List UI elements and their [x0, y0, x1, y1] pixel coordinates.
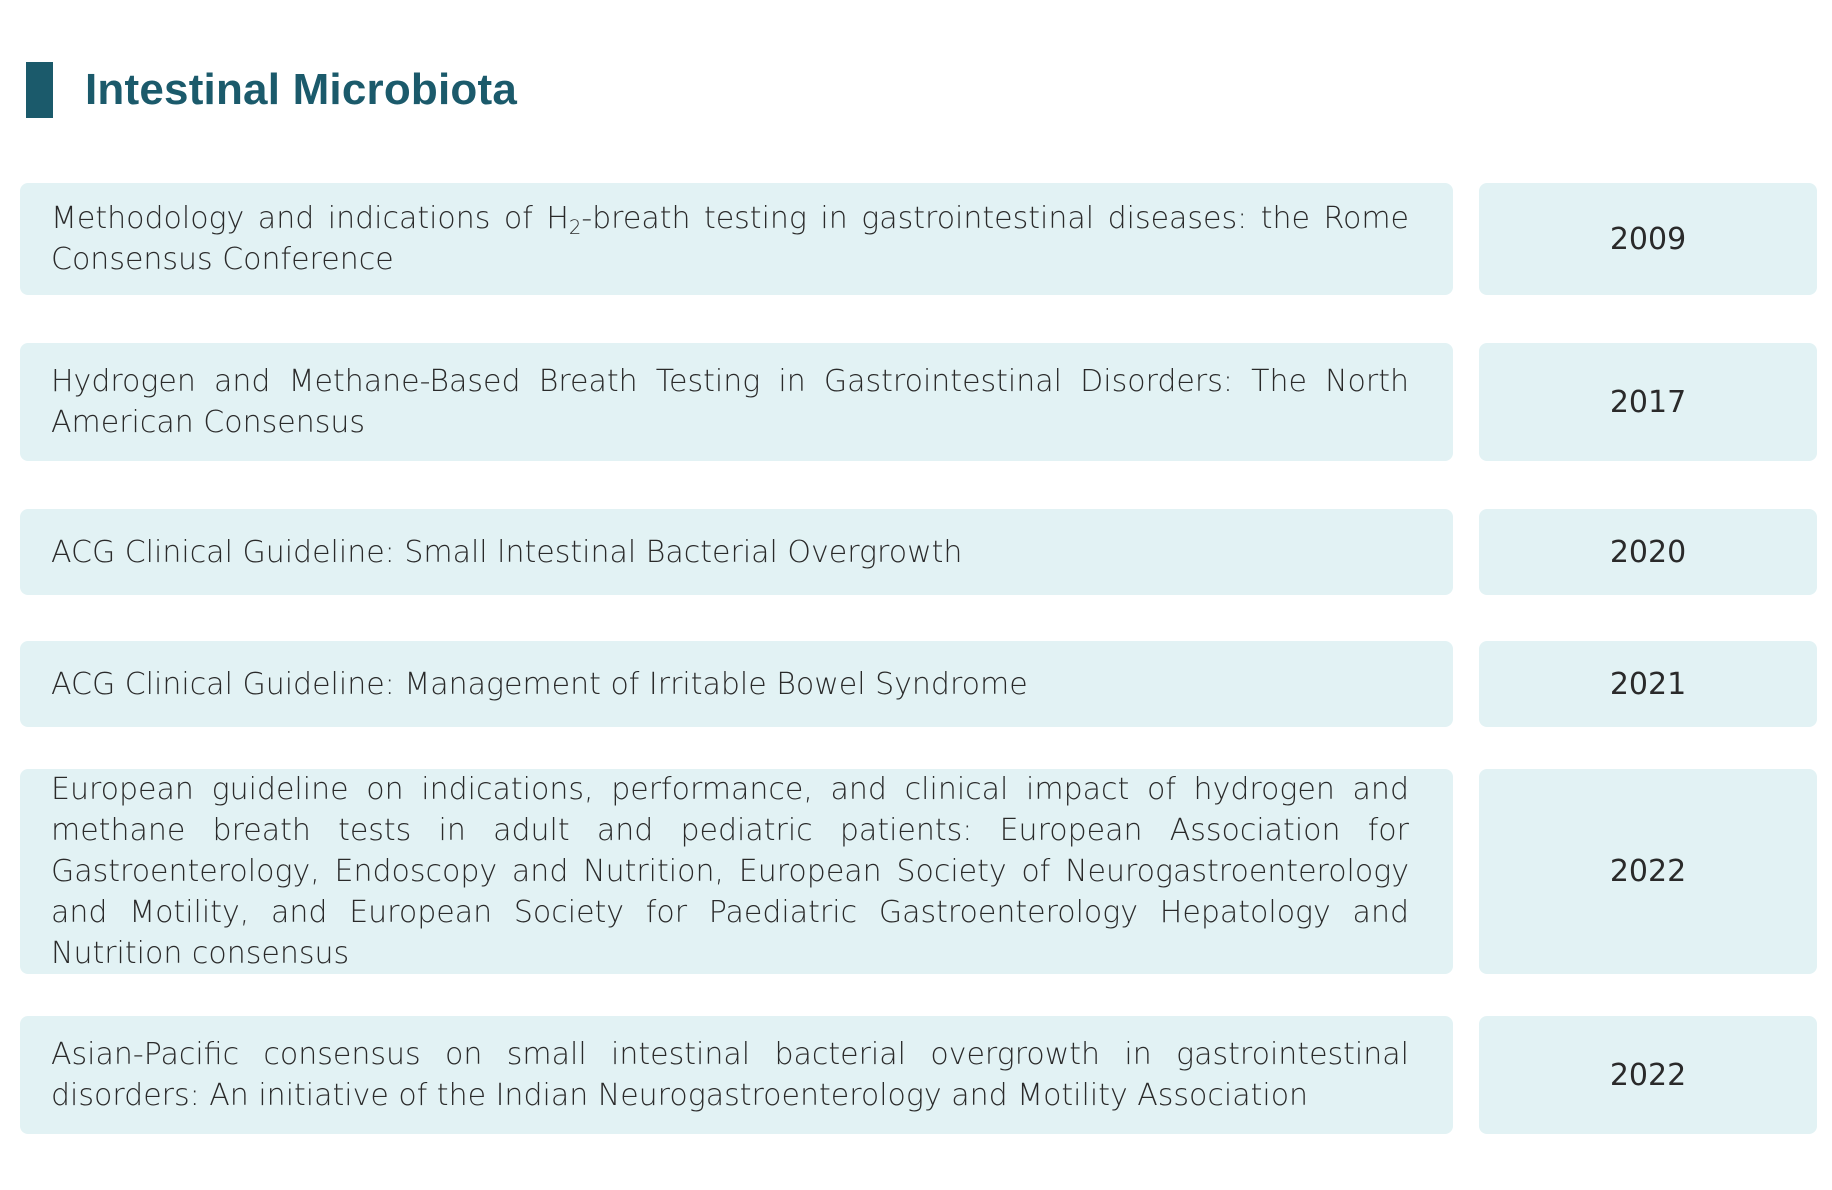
reference-year-cell [1479, 769, 1817, 974]
reference-year: 2021 [1609, 666, 1687, 702]
reference-row [20, 183, 1820, 295]
reference-year: 2020 [1609, 534, 1687, 570]
reference-title-cell [20, 1016, 1453, 1134]
reference-title: ACG Clinical Guideline: Small lntestinal Bacterial Overgrowth [51, 534, 963, 570]
reference-year-cell [1479, 343, 1817, 461]
section-header [26, 62, 517, 118]
section-accent-bar [26, 62, 53, 118]
reference-title-cell [20, 509, 1453, 595]
reference-year: 2009 [1609, 221, 1687, 257]
reference-row [20, 509, 1820, 595]
reference-title: European guideline on indications, performance, and clinical impact of hydrogen and methane breath tests in adult and pediatric patients: European Association for Gastroenterology, Endoscopy and Nutrition, European Society of Neurogastroenterology and Motility, and European Society for Paediatric Gastroenterology Hepatology and Nutrition consensus [51, 772, 1409, 971]
reference-row [20, 1016, 1820, 1134]
reference-row [20, 641, 1820, 727]
reference-year: 2022 [1609, 854, 1687, 889]
section-title: Intestinal Microbiota [85, 65, 518, 114]
reference-year-cell [1479, 1016, 1817, 1134]
reference-title-cell [20, 769, 1453, 974]
reference-year-cell [1479, 509, 1817, 595]
reference-year-cell [1479, 183, 1817, 295]
reference-title: Asian-Pacific consensus on small intestinal bacterial overgrowth in gastrointestinal disorders: An initiative of the Indian Neurogastroenterology and Motility Association [51, 1037, 1409, 1113]
subscript: 2 [568, 215, 582, 239]
reference-row [20, 343, 1820, 461]
reference-year: 2022 [1609, 1057, 1687, 1093]
reference-title-cell [20, 183, 1453, 295]
reference-year-cell [1479, 641, 1817, 727]
reference-row [20, 769, 1820, 974]
reference-title: Methodology and indications of $H_2$-breath testing in gastrointestinal diseases: the Rome Consensus Conference [51, 201, 1409, 277]
reference-title-cell [20, 343, 1453, 461]
reference-title: Hydrogen and Methane-Based Breath Testing in Gastrointestinal Disorders: The North American Consensus [51, 364, 1409, 440]
reference-title-cell [20, 641, 1453, 727]
reference-title: ACG Clinical Guideline: Management of Irritable Bowel Syndrome [51, 666, 1028, 702]
reference-year: 2017 [1609, 384, 1687, 420]
